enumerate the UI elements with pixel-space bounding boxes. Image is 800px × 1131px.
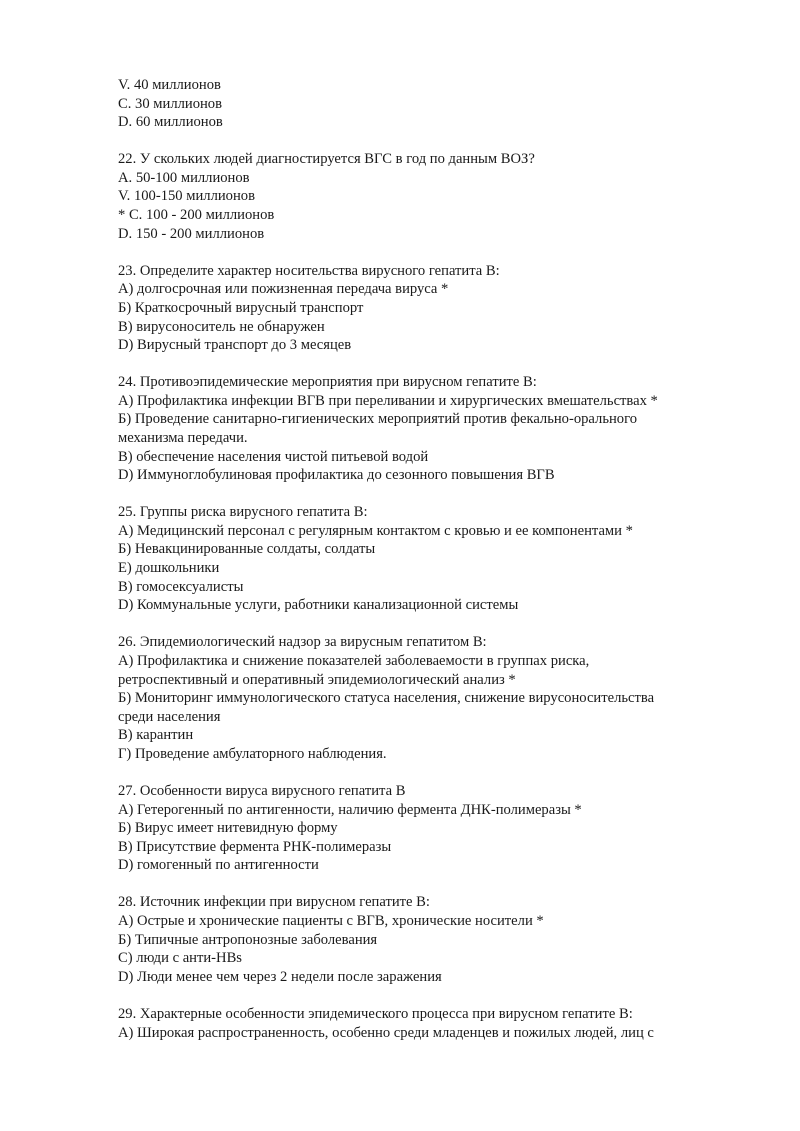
answer-option: A. 50-100 миллионов (118, 169, 250, 186)
question-text: 27. Особенности вируса вирусного гепатита В (118, 783, 406, 799)
answer-option: A) Профилактика и снижение показателей заболеваемости в группах риска, (118, 652, 590, 669)
question-block (118, 782, 728, 875)
answer-option: V. 40 миллионов (118, 77, 221, 93)
answer-option: A) Гетерогенный по антигенности, наличию фермента ДНК-полимеразы * (118, 801, 582, 818)
answer-option: D. 150 - 200 миллионов (118, 225, 265, 242)
answer-option: V. 100-150 миллионов (118, 188, 255, 205)
question-block (118, 633, 728, 763)
answer-option: A) Медицинский персонал с регулярным контактом с кровью и ее компонентами * (118, 522, 633, 539)
answer-option: Б) Невакцинированные солдаты, солдаты (118, 541, 376, 558)
question-text: 28. Источник инфекции при вирусном гепатите В: (118, 894, 430, 911)
answer-option: Г) Проведение амбулаторного наблюдения. (118, 745, 387, 762)
answer-option: Б) Вирус имеет нитевидную форму (118, 820, 338, 837)
answer-option: механизма передачи. (118, 430, 248, 446)
document-page (118, 76, 728, 1061)
answer-option: D) Вирусный транспорт до 3 месяцев (118, 337, 352, 354)
question-block (118, 150, 728, 243)
question-block (118, 262, 728, 355)
question-text: 24. Противоэпидемические мероприятия при вирусном гепатите В: (118, 374, 537, 391)
question-text: 23. Определите характер носительства вирусного гепатита В: (118, 262, 500, 279)
answer-option: Б) Типичные антропонозные заболевания (118, 931, 378, 948)
question-block (118, 893, 728, 986)
answer-option: C) люди с анти-НВs (118, 950, 242, 967)
answer-option: * C. 100 - 200 миллионов (118, 207, 275, 224)
answer-option: среди населения (118, 708, 221, 725)
answer-option: Б) Мониторинг иммунологического статуса населения, снижение вирусоносительства (118, 690, 655, 707)
answer-option: В) Присутствие фермента РНК-полимеразы (118, 838, 392, 855)
answer-option: Б) Краткосрочный вирусный транспорт (118, 299, 364, 316)
answer-option: A) Острые и хронические пациенты с ВГВ, хронические носители * (118, 913, 544, 930)
answer-option: A) долгосрочная или пожизненная передача вируса * (118, 281, 449, 298)
answer-option: E) дошкольники (118, 560, 220, 577)
answer-option: В) гомосексуалисты (118, 578, 244, 595)
answer-option: Б) Проведение санитарно-гигиенических мероприятий против фекально-орального (118, 411, 637, 428)
answer-option: D) Люди менее чем через 2 недели после заражения (118, 968, 442, 985)
question-text: 26. Эпидемиологический надзор за вирусным гепатитом В: (118, 634, 487, 651)
answer-option: ретроспективный и оперативный эпидемиологический анализ * (118, 671, 516, 688)
answer-options-continued (118, 76, 728, 132)
answer-option: В) вирусоноситель не обнаружен (118, 318, 325, 335)
answer-option: A) Профилактика инфекции ВГВ при переливании и хирургических вмешательствах * (118, 392, 658, 409)
answer-option: В) карантин (118, 727, 194, 744)
answer-option: D) Иммуноглобулиновая профилактика до сезонного повышения ВГВ (118, 467, 555, 484)
question-block (118, 503, 728, 615)
question-text: 25. Группы риска вирусного гепатита В: (118, 504, 368, 521)
answer-option: D. 60 миллионов (118, 114, 223, 131)
answer-option: A) Широкая распространенность, особенно среди младенцев и пожилых людей, лиц с (118, 1024, 654, 1041)
answer-option: В) обеспечение населения чистой питьевой водой (118, 448, 429, 465)
question-text: 29. Характерные особенности эпидемического процесса при вирусном гепатите В: (118, 1005, 633, 1022)
answer-option: D) гомогенный по антигенности (118, 857, 319, 874)
question-block (118, 373, 728, 485)
question-text: 22. У скольких людей диагностируется ВГС в год по данным ВОЗ? (118, 151, 535, 168)
question-block (118, 1005, 728, 1042)
answer-option: D) Коммунальные услуги, работники канализационной системы (118, 597, 519, 614)
answer-option: C. 30 миллионов (118, 95, 222, 112)
